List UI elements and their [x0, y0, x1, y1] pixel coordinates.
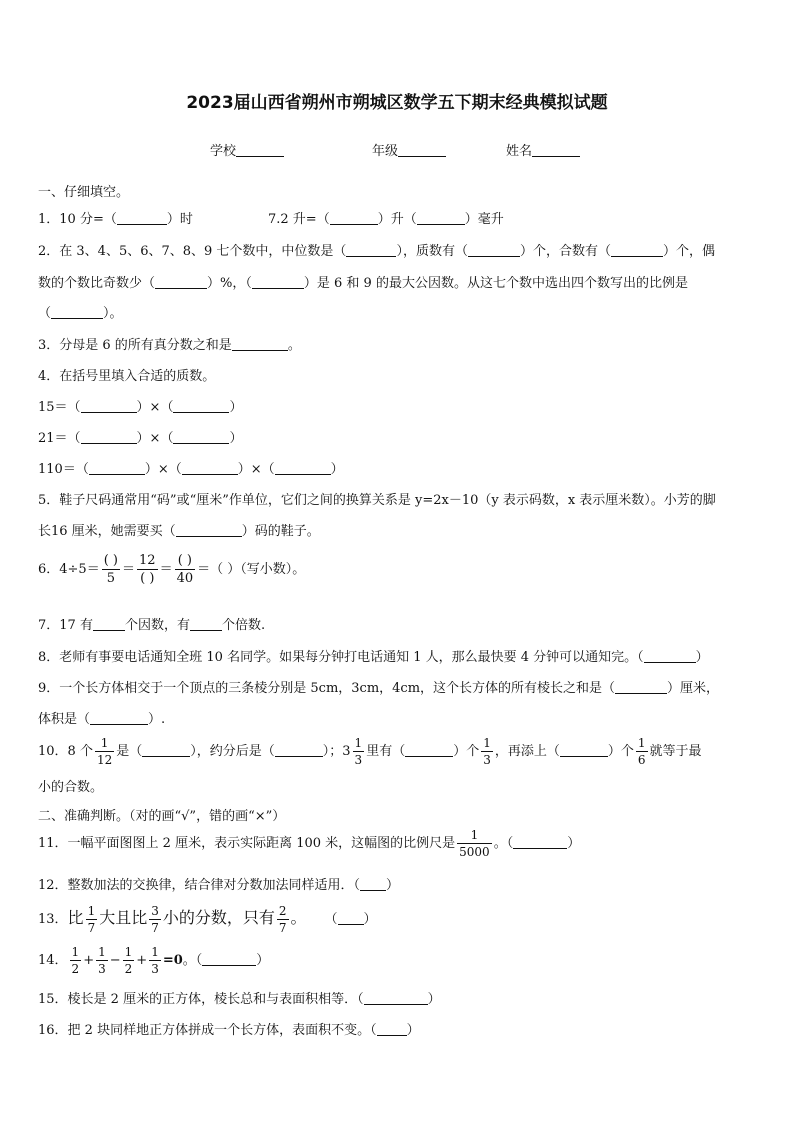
q16-text: 16．把 2 块同样地正方体拼成一个长方体，表面积不变。（	[38, 1023, 377, 1038]
q12-text: ）	[386, 878, 400, 893]
question-1	[38, 208, 193, 227]
q3-text: 。	[287, 338, 301, 353]
q6-fraction-3[interactable]	[175, 554, 196, 585]
q10-text: 里有（	[366, 744, 406, 759]
fraction-numerator: 1	[354, 736, 363, 750]
q1-text: ）升（	[377, 212, 417, 227]
q14-text: ）	[256, 953, 270, 968]
q12-blank[interactable]	[360, 877, 386, 891]
question-11	[38, 826, 580, 862]
q4-text: 21＝（	[38, 431, 81, 446]
q2-blank-3[interactable]	[611, 243, 663, 257]
q2-blank-2[interactable]	[468, 243, 520, 257]
question-4-row-3	[38, 458, 344, 477]
q13-text: 大且比	[99, 908, 148, 927]
q4-text: ）	[229, 400, 243, 415]
q2-blank-1[interactable]	[346, 243, 396, 257]
q13-text: 小的分数，只有	[162, 908, 275, 927]
q10-text: 就等于最	[649, 744, 702, 759]
q13-text: ）	[363, 912, 377, 927]
q2-blank-5[interactable]	[252, 275, 304, 289]
question-2-line-3	[38, 302, 123, 321]
q11-text: 。（	[493, 836, 514, 851]
question-7	[38, 614, 265, 633]
q4-text: ）×（	[136, 431, 174, 446]
fraction-numerator[interactable]: ( )	[103, 553, 118, 568]
school-label: 学校	[210, 144, 237, 159]
q4-text: ）	[330, 462, 344, 477]
fraction-numerator: 1	[457, 829, 492, 844]
plus-sign: +	[83, 953, 95, 968]
q11-fraction	[457, 829, 492, 858]
q4-blank-1[interactable]	[81, 399, 137, 413]
q10-text: 10．8 个	[38, 744, 93, 759]
q10-fraction-4	[636, 737, 648, 766]
fraction-numerator[interactable]: ( )	[175, 554, 196, 570]
section-2-heading: 二、准确判断。（对的画“√”，错的画“×”）	[38, 809, 286, 824]
q14-fraction-1	[70, 946, 82, 975]
q10-text: ，再添上（	[494, 744, 560, 759]
question-4-row-2	[38, 427, 242, 446]
fraction-numerator: 1	[637, 736, 646, 750]
fraction-numerator: 1	[71, 945, 80, 959]
question-15	[38, 988, 441, 1007]
question-9	[38, 677, 719, 696]
question-10-line-2: 小的合数。	[38, 780, 104, 795]
q10-fraction-2	[353, 737, 365, 766]
question-9-line-2	[38, 708, 165, 727]
question-5: 5．鞋子尺码通常用“码”或“厘米”作单位，它们之间的换算关系是 y=2x－10（y 表示码数，x 表示厘米数）。小芳的脚	[38, 493, 716, 508]
school-blank[interactable]	[236, 143, 284, 157]
q10-text: ）；3	[322, 744, 351, 759]
q2-blank-4[interactable]	[155, 275, 207, 289]
q6-fraction-1[interactable]	[102, 554, 120, 585]
question-4: 4．在括号里填入合适的质数。	[38, 369, 216, 384]
fraction-numerator: 1	[483, 736, 491, 750]
q10-fraction-3	[481, 737, 493, 766]
q9-text: ）厘米，	[667, 681, 720, 696]
question-13	[38, 898, 377, 940]
fraction-denominator: 5	[106, 571, 115, 586]
q8-blank[interactable]	[644, 649, 696, 663]
minus-sign: −	[109, 953, 121, 968]
grade-field[interactable]	[372, 140, 446, 159]
fraction-denominator: 6	[637, 753, 646, 767]
q10-text: ）个	[453, 744, 480, 759]
q1-blank-2[interactable]	[330, 211, 378, 225]
fraction-denominator: 7	[151, 921, 159, 935]
q2-text: ）个，合数有（	[519, 244, 611, 259]
name-field[interactable]	[506, 140, 580, 159]
q9-text: 体积是（	[38, 712, 91, 727]
question-3	[38, 334, 301, 353]
q4-text: 110＝（	[38, 462, 89, 477]
question-2-line-2	[38, 272, 688, 291]
fraction-numerator: 1	[95, 737, 114, 752]
q15-text: 15．棱长是 2 厘米的正方体，棱长总和与表面积相等．（	[38, 992, 364, 1007]
q5-text: 长16 厘米，她需要买（	[38, 524, 176, 539]
q1-text: ）时	[166, 212, 193, 227]
fraction-denominator: 12	[96, 753, 113, 767]
question-2	[38, 240, 715, 259]
q8-text: 8．老师有事要电话通知全班 10 名同学。如果每分钟打电话通知 1 人，那么最快要 4 分钟可以通知完。（	[38, 650, 644, 665]
question-5-line-2	[38, 520, 320, 539]
q13-fraction-1	[86, 905, 98, 934]
question-6	[38, 552, 305, 588]
fraction-denominator: 2	[124, 962, 133, 976]
q8-text: ）	[695, 650, 709, 665]
q1-blank-1[interactable]	[117, 211, 167, 225]
fraction-denominator[interactable]: ( )	[140, 571, 155, 586]
q2-blank-6[interactable]	[51, 305, 103, 319]
q1-text: 1．10 分=（	[38, 212, 117, 227]
grade-blank[interactable]	[398, 143, 446, 157]
q4-blank-4[interactable]	[173, 430, 229, 444]
q15-blank[interactable]	[364, 991, 428, 1005]
q9-text: 9．一个长方体相交于一个顶点的三条棱分别是 5cm，3cm，4cm，这个长方体的所有棱长之和是（	[38, 681, 616, 696]
fraction-denominator: 7	[87, 921, 96, 935]
page-title: 2023届山西省朔州市朔城区数学五下期末经典模拟试题	[186, 93, 608, 113]
question-10	[38, 734, 702, 770]
q13-blank[interactable]	[338, 911, 364, 925]
q4-blank-5[interactable]	[89, 461, 145, 475]
q16-blank[interactable]	[377, 1022, 407, 1036]
fraction-denominator: 2	[71, 962, 80, 976]
fraction-denominator: 3	[483, 753, 491, 767]
q7-text: 7．17 有	[38, 618, 93, 633]
fraction-denominator: 3	[98, 962, 106, 976]
q2-text: 数的个数比奇数少（	[38, 276, 156, 291]
fraction-numerator: 1	[124, 945, 133, 959]
q2-text: 2．在 3、4、5、6、7、8、9 七个数中，中位数是（	[38, 244, 347, 259]
q14-text: 14．	[38, 953, 68, 968]
q14-fraction-4	[149, 946, 161, 975]
q2-text: ）个，偶	[662, 244, 715, 259]
q1-blank-3[interactable]	[417, 211, 465, 225]
fraction-denominator: 7	[278, 921, 287, 935]
q10-text: ）个	[607, 744, 634, 759]
q11-text: ）	[567, 836, 581, 851]
question-4-row-1	[38, 396, 242, 415]
q4-text: ）×（	[144, 462, 182, 477]
fraction-numerator: 1	[151, 945, 159, 959]
fraction-numerator: 2	[278, 904, 287, 918]
fraction-numerator: 1	[98, 945, 106, 959]
fraction-numerator: 3	[151, 904, 159, 918]
q13-text: 13．	[38, 912, 68, 927]
question-1b	[268, 208, 504, 227]
q14-text: 。（	[182, 953, 203, 968]
q16-text: ）	[406, 1023, 420, 1038]
q7-text: 个倍数.	[221, 618, 266, 633]
q11-text: 11．一幅平面图图上 2 厘米，表示实际距离 100 米，这幅图的比例尺是	[38, 836, 456, 851]
q3-blank[interactable]	[232, 337, 288, 351]
equals-sign: ＝	[122, 562, 136, 577]
q14-fraction-3	[123, 946, 135, 975]
q4-blank-6[interactable]	[182, 461, 238, 475]
q9-text: ）.	[148, 712, 166, 727]
q6-text: ＝（ ）（写小数）。	[197, 562, 306, 577]
fraction-denominator: 3	[354, 753, 363, 767]
q9-blank-1[interactable]	[615, 680, 667, 694]
question-14	[38, 941, 269, 981]
fraction-numerator: 12	[139, 553, 156, 568]
q10-text: 是（	[116, 744, 143, 759]
q10-blank-4[interactable]	[560, 743, 608, 757]
q4-blank-3[interactable]	[81, 430, 137, 444]
q10-blank-3[interactable]	[405, 743, 453, 757]
q5-blank[interactable]	[176, 523, 242, 537]
q11-blank[interactable]	[513, 835, 567, 849]
q2-text: ）是 6 和 9 的最大公因数。从这七个数中选出四个数写出的比例是	[303, 276, 688, 291]
grade-label: 年级	[372, 144, 399, 159]
question-8	[38, 646, 709, 665]
q4-text: ）×（	[237, 462, 275, 477]
q13-text: （	[324, 912, 338, 927]
q2-text: ）。	[103, 306, 123, 321]
fraction-denominator: 40	[176, 571, 194, 586]
q13-text: 比	[67, 908, 84, 927]
q12-text: 12．整数加法的交换律，结合律对分数加法同样适用．（	[38, 878, 361, 893]
plus-sign: +	[136, 953, 148, 968]
q4-blank-2[interactable]	[173, 399, 229, 413]
q1-text: ）毫升	[464, 212, 504, 227]
question-12	[38, 874, 399, 893]
q6-text: 6．4÷5＝	[38, 562, 100, 577]
q10-blank-1[interactable]	[142, 743, 190, 757]
fraction-denominator: 5000	[459, 845, 490, 859]
q7-blank-2[interactable]	[190, 617, 222, 631]
q10-fraction-1	[95, 737, 114, 766]
section-1-heading: 一、仔细填空。	[38, 185, 130, 200]
name-blank[interactable]	[532, 143, 580, 157]
q4-text: 15＝（	[38, 400, 81, 415]
q5-text: ）码的鞋子。	[241, 524, 320, 539]
q3-text: 3．分母是 6 的所有真分数之和是	[38, 338, 232, 353]
q13-fraction-3	[277, 905, 289, 934]
school-field[interactable]	[210, 140, 284, 159]
q10-blank-2[interactable]	[275, 743, 323, 757]
q4-text: ）	[229, 431, 243, 446]
q7-text: 个因数，有	[124, 618, 190, 633]
q10-text: ），约分后是（	[190, 744, 275, 759]
name-label: 姓名	[506, 144, 533, 159]
q2-text: ），质数有（	[396, 244, 468, 259]
q1-text: 7.2 升=（	[268, 212, 330, 227]
q13-text: 。	[290, 908, 307, 927]
q13-fraction-2	[149, 905, 161, 934]
q2-text: （	[38, 306, 52, 321]
q9-blank-2[interactable]	[90, 711, 148, 725]
fraction-numerator: 1	[87, 904, 96, 918]
q14-text: =0	[162, 953, 183, 968]
question-16	[38, 1019, 420, 1038]
q4-blank-7[interactable]	[275, 461, 331, 475]
q4-text: ）×（	[136, 400, 174, 415]
q6-fraction-2[interactable]	[137, 554, 158, 585]
q14-fraction-2	[96, 946, 108, 975]
q15-text: ）	[427, 992, 441, 1007]
q2-text: ）%，（	[207, 276, 252, 291]
q7-blank-1[interactable]	[93, 617, 125, 631]
fraction-denominator: 3	[151, 962, 159, 976]
equals-sign: ＝	[159, 562, 173, 577]
q14-blank[interactable]	[202, 952, 256, 966]
